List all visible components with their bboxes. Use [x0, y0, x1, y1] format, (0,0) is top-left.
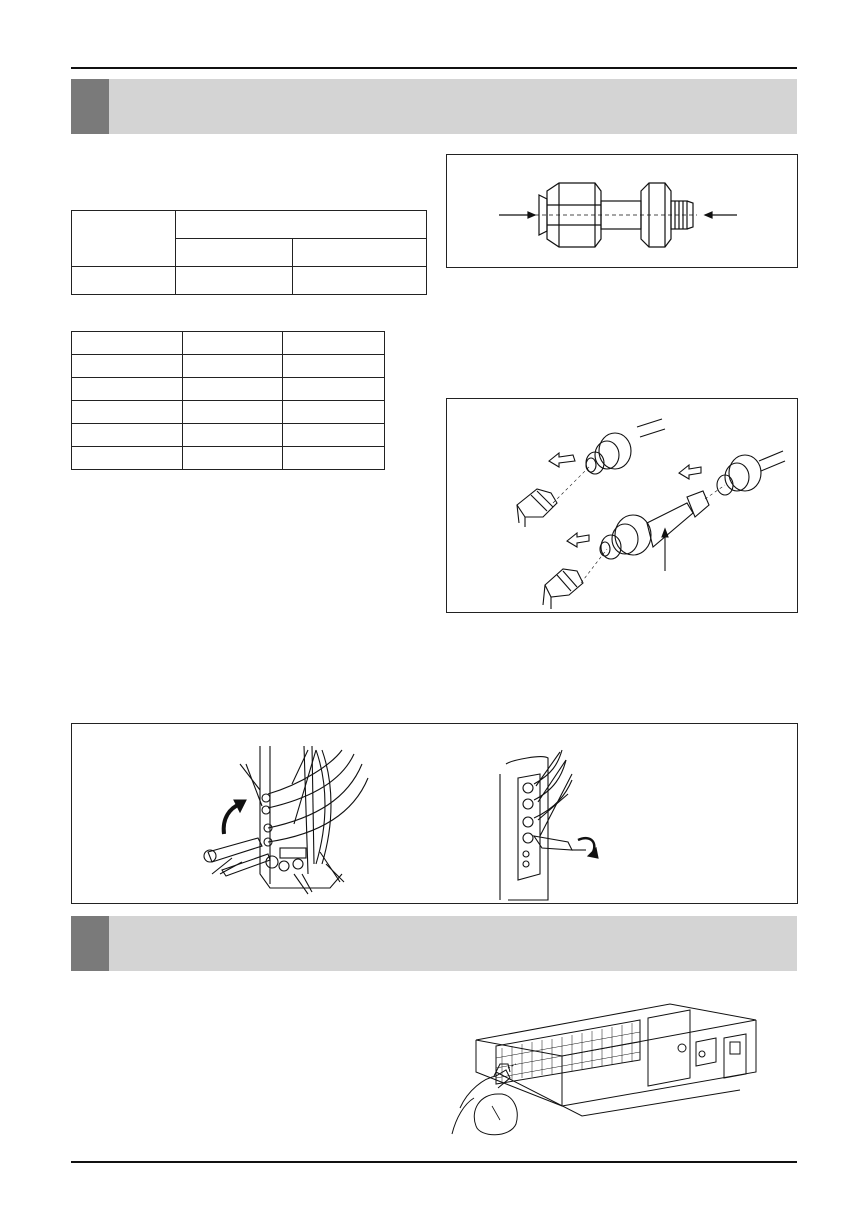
table2-cell	[283, 401, 385, 424]
table2-cell	[72, 447, 183, 470]
table2-cell	[183, 378, 283, 401]
table2-cell	[72, 332, 183, 355]
outdoor-unit-valves-icon	[72, 724, 797, 903]
pipe-disconnect-icon	[447, 399, 797, 612]
torque-table	[71, 331, 385, 470]
duct-unit-cleaning-icon	[440, 998, 800, 1138]
table2-cell	[183, 424, 283, 447]
header-rule	[71, 67, 797, 69]
section-tab-2	[71, 916, 109, 971]
section-tab-1	[71, 79, 109, 134]
footer-rule	[71, 1161, 797, 1163]
table1-cell	[72, 267, 176, 295]
flare-union-figure	[446, 154, 798, 268]
table1-header-cell	[72, 211, 176, 267]
section-header-2	[71, 916, 797, 971]
table2-cell	[183, 401, 283, 424]
table1-header-cell	[293, 239, 427, 267]
table2-cell	[283, 447, 385, 470]
table2-cell	[72, 378, 183, 401]
table2-cell	[72, 401, 183, 424]
flare-union-icon	[447, 155, 797, 267]
table2-cell	[72, 424, 183, 447]
table1-header-cell	[176, 239, 293, 267]
table2-cell	[283, 355, 385, 378]
table2-cell	[283, 378, 385, 401]
table1-cell	[293, 267, 427, 295]
table1-header-cell	[176, 211, 427, 239]
table2-cell	[72, 355, 183, 378]
table2-cell	[283, 424, 385, 447]
table2-cell	[283, 332, 385, 355]
table2-cell	[183, 355, 283, 378]
table1-cell	[176, 267, 293, 295]
valves-figure	[71, 723, 798, 904]
cleaning-figure	[440, 998, 800, 1138]
pipe-disconnect-figure	[446, 398, 798, 613]
table2-cell	[183, 447, 283, 470]
section-header-1	[71, 79, 797, 134]
table2-cell	[183, 332, 283, 355]
pipe-size-table	[71, 210, 427, 295]
